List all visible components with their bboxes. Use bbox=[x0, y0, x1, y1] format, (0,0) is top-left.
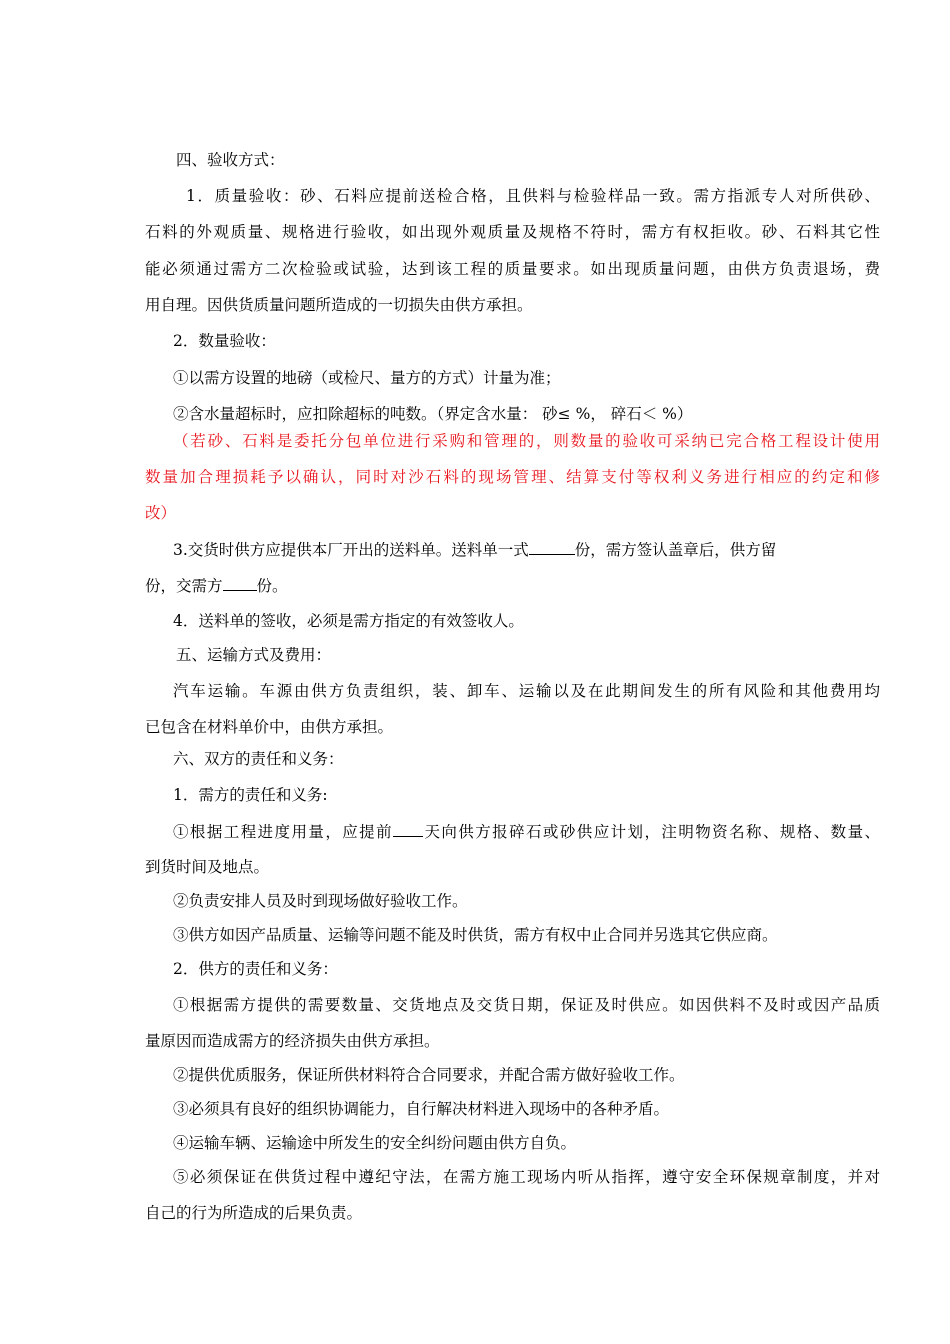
subheading-supplier-duties: 2．供方的责任和义务： bbox=[173, 960, 338, 978]
section-heading-duties: 六、双方的责任和义务： bbox=[173, 750, 344, 768]
paragraph-line: 1．质量验收：砂、石料应提前送检合格，且供料与检验样品一致。需方指派专人对所供砂、 bbox=[186, 187, 880, 205]
delivery-text-a: 3.交货时供方应提供本厂开出的送料单。送料单一式 bbox=[173, 541, 529, 559]
red-note-line: 数量加合理损耗予以确认，同时对沙石料的现场管理、结算支付等权利义务进行相应的约定和修 bbox=[145, 468, 880, 486]
delivery-text-b: 份，需方签认盖章后，供方留 bbox=[574, 541, 777, 559]
paragraph-line: 已包含在材料单价中，由供方承担。 bbox=[145, 718, 394, 736]
paragraph-line-copies bbox=[145, 574, 880, 596]
paragraph-line: ④运输车辆、运输途中所发生的安全纠纷问题由供方自负。 bbox=[173, 1134, 577, 1152]
paragraph-line: ⑤必须保证在供货过程中遵纪守法，在需方施工现场内听从指挥，遵守安全环保规章制度，并对 bbox=[173, 1168, 880, 1186]
paragraph-line: 4．送料单的签收，必须是需方指定的有效签收人。 bbox=[173, 612, 524, 630]
paragraph-line: 汽车运输。车源由供方负责组织，装、卸车、运输以及在此期间发生的所有风险和其他费用均 bbox=[173, 682, 880, 700]
paragraph-line: 能必须通过需方二次检验或试验，达到该工程的质量要求。如出现质量问题，由供方负责退场，费 bbox=[145, 260, 880, 278]
red-note-line: （若砂、石料是委托分包单位进行采购和管理的，则数量的验收可采纳已完合格工程设计使用 bbox=[173, 432, 880, 450]
paragraph-line: ②提供优质服务，保证所供材料符合合同要求，并配合需方做好验收工作。 bbox=[173, 1066, 685, 1084]
paragraph-line: ①根据需方提供的需要数量、交货地点及交货日期，保证及时供应。如因供料不及时或因产品质 bbox=[173, 996, 880, 1014]
copies-text-a: 份，交需方 bbox=[145, 577, 223, 595]
days-blank[interactable] bbox=[393, 820, 423, 837]
paragraph-line: 自己的行为所造成的后果负责。 bbox=[145, 1204, 363, 1222]
copies-blank[interactable] bbox=[223, 574, 257, 591]
paragraph-line: 用自理。因供货质量问题所造成的一切损失由供方承担。 bbox=[145, 296, 533, 314]
section-heading-acceptance: 四、验收方式： bbox=[176, 151, 285, 169]
paragraph-line: 量原因而造成需方的经济损失由供方承担。 bbox=[145, 1032, 440, 1050]
paragraph-line: 到货时间及地点。 bbox=[145, 858, 270, 876]
paragraph-line: 石料的外观质量、规格进行验收，如出现外观质量及规格不符时，需方有权拒收。砂、石料其它性 bbox=[145, 223, 880, 241]
subheading-buyer-duties: 1．需方的责任和义务: bbox=[173, 786, 328, 804]
paragraph-line: ②负责安排人员及时到现场做好验收工作。 bbox=[173, 892, 468, 910]
paragraph-line: ①以需方设置的地磅（或检尺、量方的方式）计量为准； bbox=[173, 369, 561, 387]
paragraph-line-plan bbox=[173, 820, 880, 842]
copies-blank[interactable] bbox=[529, 538, 575, 555]
plan-text-b: 天向供方报碎石或砂供应计划，注明物资名称、规格、数量、 bbox=[423, 823, 880, 841]
plan-text-a: ①根据工程进度用量，应提前 bbox=[173, 823, 394, 841]
section-heading-transport: 五、运输方式及费用： bbox=[176, 646, 332, 664]
red-note-line: 改） bbox=[145, 504, 177, 522]
subheading-quantity: 2．数量验收： bbox=[173, 332, 276, 350]
paragraph-line-delivery bbox=[173, 538, 880, 560]
paragraph-line: ③必须具有良好的组织协调能力，自行解决材料进入现场中的各种矛盾。 bbox=[173, 1100, 670, 1118]
copies-text-b: 份。 bbox=[256, 577, 288, 595]
paragraph-line: ②含水量超标时，应扣除超标的吨数。（界定含水量： 砂≤ %， 碎石＜ %） bbox=[173, 405, 693, 423]
paragraph-line: ③供方如因产品质量、运输等问题不能及时供货，需方有权中止合同并另选其它供应商。 bbox=[173, 926, 778, 944]
